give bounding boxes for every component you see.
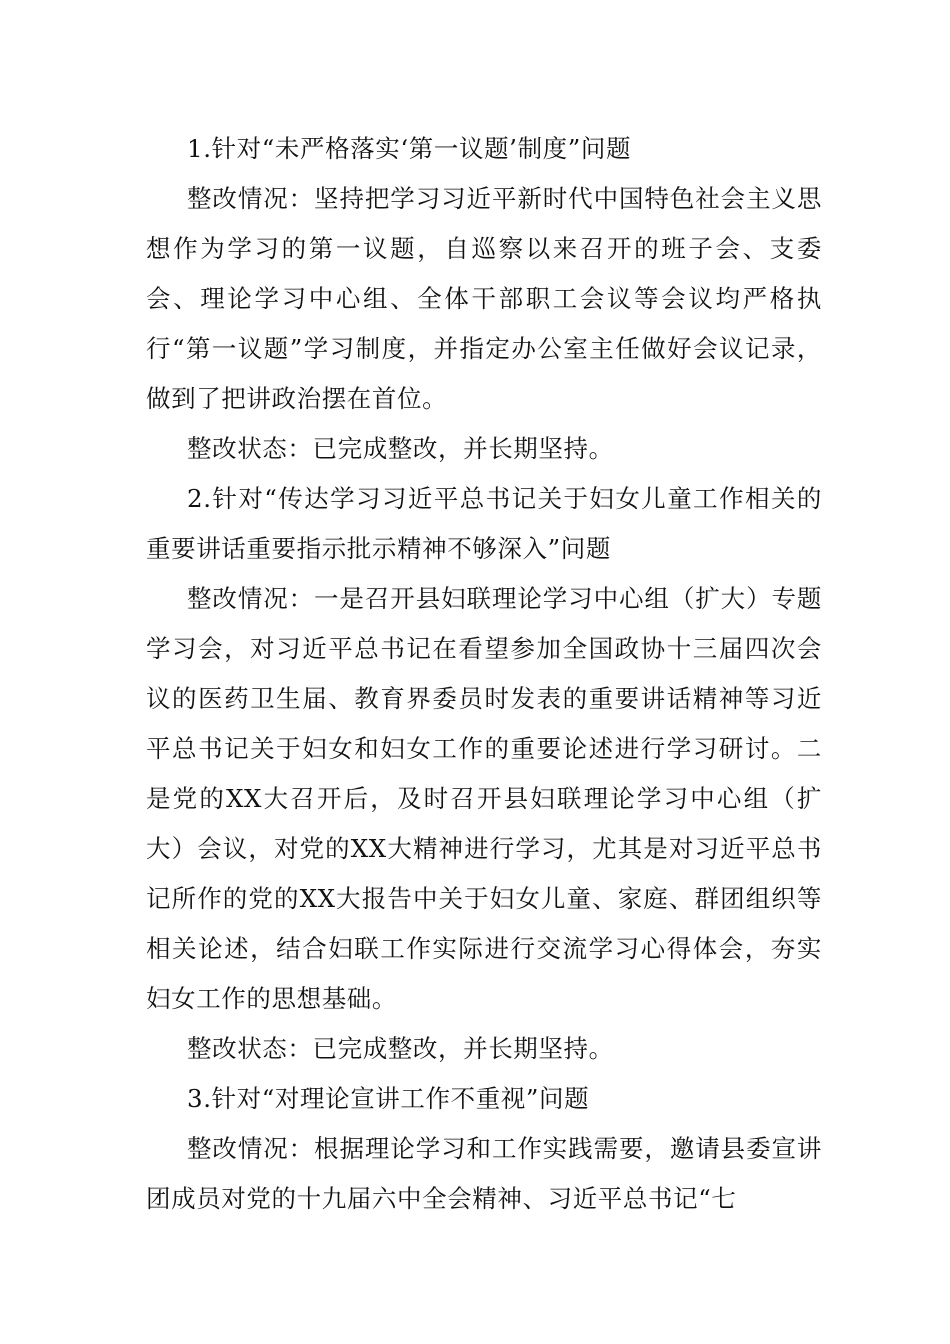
rectification-status-1: 整改状态：已完成整改，并长期坚持。 bbox=[187, 434, 614, 463]
heading-item-1: 1.针对“未严格落实‘第一议题’制度”问题 bbox=[187, 134, 632, 163]
document-page bbox=[146, 124, 822, 1224]
rectification-status-2: 整改状态：已完成整改，并长期坚持。 bbox=[187, 1034, 614, 1063]
heading-item-3: 3.针对“对理论宣讲工作不重视”问题 bbox=[187, 1084, 590, 1113]
rectification-situation-2: 整改情况：一是召开县妇联理论学习中心组（扩大）专题学习会，对习近平总书记在看望参加全国政协十三届四次会议的医药卫生届、教育界委员时发表的重要讲话精神等习近平总书记关于妇女和妇女工作的重要论述进行学习研讨。二是党的XX大召开后，及时召开县妇联理论学习中心组（扩大）会议，对党的XX大精神进行学习，尤其是对习近平总书记所作的党的XX大报告中关于妇女儿童、家庭、群团组织等相关论述，结合妇联工作实际进行交流学习心得体会，夯实妇女工作的思想基础。 bbox=[146, 584, 822, 1013]
rectification-situation-3: 整改情况：根据理论学习和工作实践需要，邀请县委宣讲团成员对党的十九届六中全会精神、习近平总书记“七 bbox=[146, 1134, 822, 1213]
rectification-situation-1: 整改情况：坚持把学习习近平新时代中国特色社会主义思想作为学习的第一议题，自巡察以来召开的班子会、支委会、理论学习中心组、全体干部职工会议等会议均严格执行“第一议题”学习制度，并指定办公室主任做好会议记录，做到了把讲政治摆在首位。 bbox=[146, 184, 822, 413]
heading-item-2: 2.针对“传达学习习近平总书记关于妇女儿童工作相关的重要讲话重要指示批示精神不够深入”问题 bbox=[146, 484, 822, 563]
